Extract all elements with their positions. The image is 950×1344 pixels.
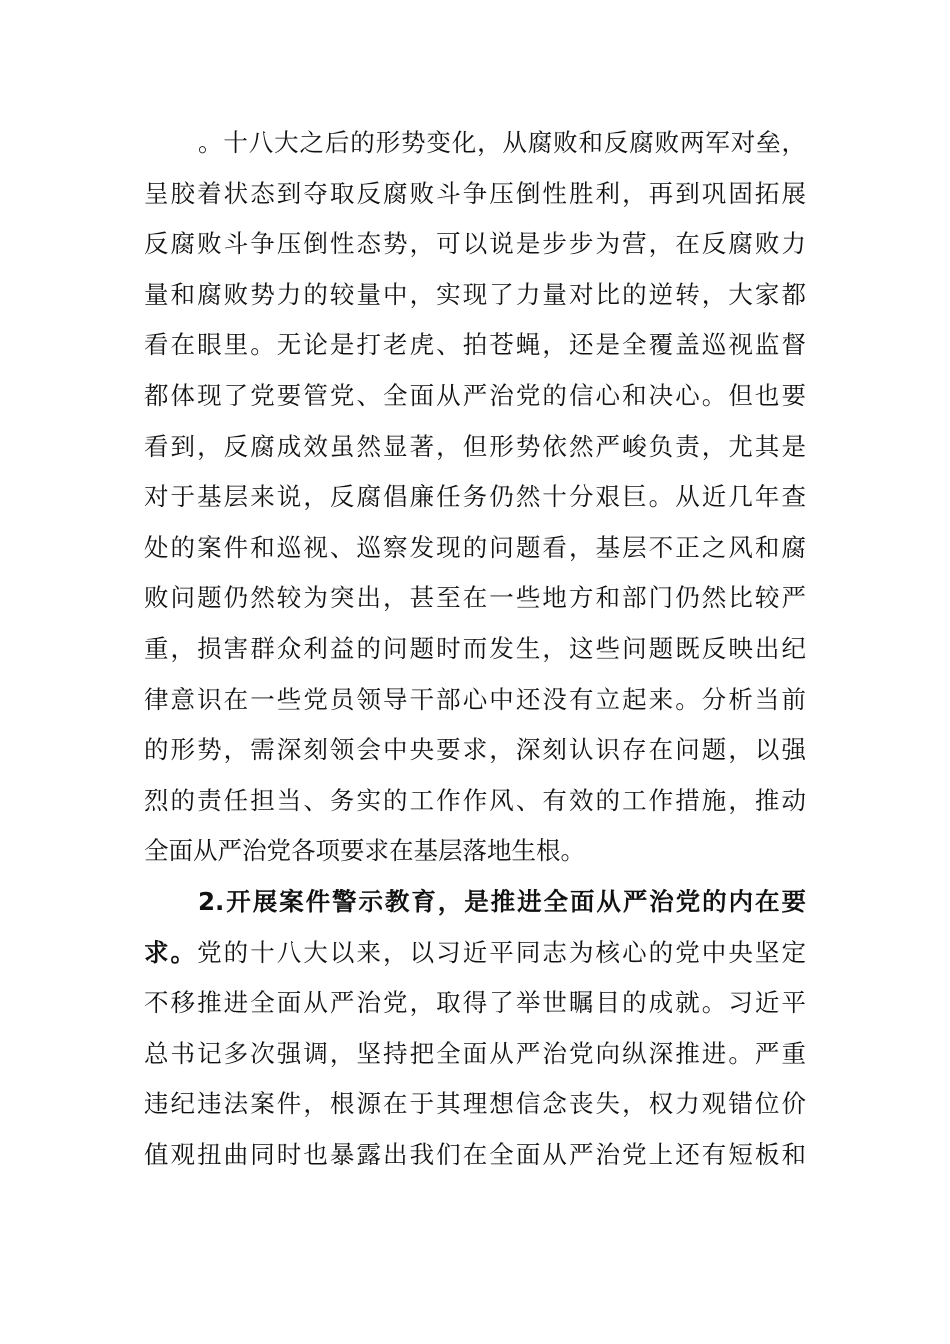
text-line: 量和腐败势力的较量中，实现了力量对比的逆转，大家都	[144, 279, 806, 309]
text-line: 看到，反腐成效虽然显著，但形势依然严峻负责，尤其是	[144, 431, 806, 461]
text-line: 反腐败斗争压倒性态势，可以说是步步为营，在反腐败力	[144, 229, 806, 259]
section-heading-end: 求。	[144, 937, 198, 967]
text-line: 烈的责任担当、务实的工作作风、有效的工作措施，推动	[144, 785, 806, 815]
text-line: 不移推进全面从严治党，取得了举世瞩目的成就。习近平	[144, 988, 806, 1018]
text-line: 呈胶着状态到夺取反腐败斗争压倒性胜利，再到巩固拓展	[144, 178, 806, 208]
body-text	[144, 118, 806, 1180]
text-line: 处的案件和巡视、巡察发现的问题看，基层不正之风和腐	[144, 532, 806, 562]
paragraph-warning-education	[144, 877, 806, 1181]
text-line: 重，损害群众利益的问题时而发生，这些问题既反映出纪	[144, 633, 806, 663]
paragraph-situation-analysis	[144, 118, 806, 877]
text-line	[144, 928, 806, 979]
text-line: 全面从严治党各项要求在基层落地生根。	[144, 836, 585, 866]
text-line: 看在眼里。无论是打老虎、拍苍蝇，还是全覆盖巡视监督	[144, 330, 806, 360]
text-line: 总书记多次强调，坚持把全面从严治党向纵深推进。严重	[144, 1038, 806, 1068]
text-run: 党的十八大以来，以习近平同志为核心的党中央坚定	[197, 937, 806, 967]
section-heading: 2.开展案件警示教育，是推进全面从严治党的内在要	[198, 886, 806, 916]
text-line: 对于基层来说，反腐倡廉任务仍然十分艰巨。从近几年查	[144, 482, 806, 512]
text-line: 的形势，需深刻领会中央要求，深刻认识存在问题，以强	[144, 735, 806, 765]
text-line: 违纪违法案件，根源在于其理想信念丧失，权力观错位价	[144, 1089, 806, 1119]
text-line: 败问题仍然较为突出，甚至在一些地方和部门仍然比较严	[144, 583, 806, 613]
text-line: 都体现了党要管党、全面从严治党的信心和决心。但也要	[144, 380, 806, 410]
text-line: 。十八大之后的形势变化，从腐败和反腐败两军对垒，	[198, 128, 806, 157]
text-line: 值观扭曲同时也暴露出我们在全面从严治党上还有短板和	[144, 1139, 806, 1169]
text-line: 律意识在一些党员领导干部心中还没有立起来。分析当前	[144, 684, 806, 714]
